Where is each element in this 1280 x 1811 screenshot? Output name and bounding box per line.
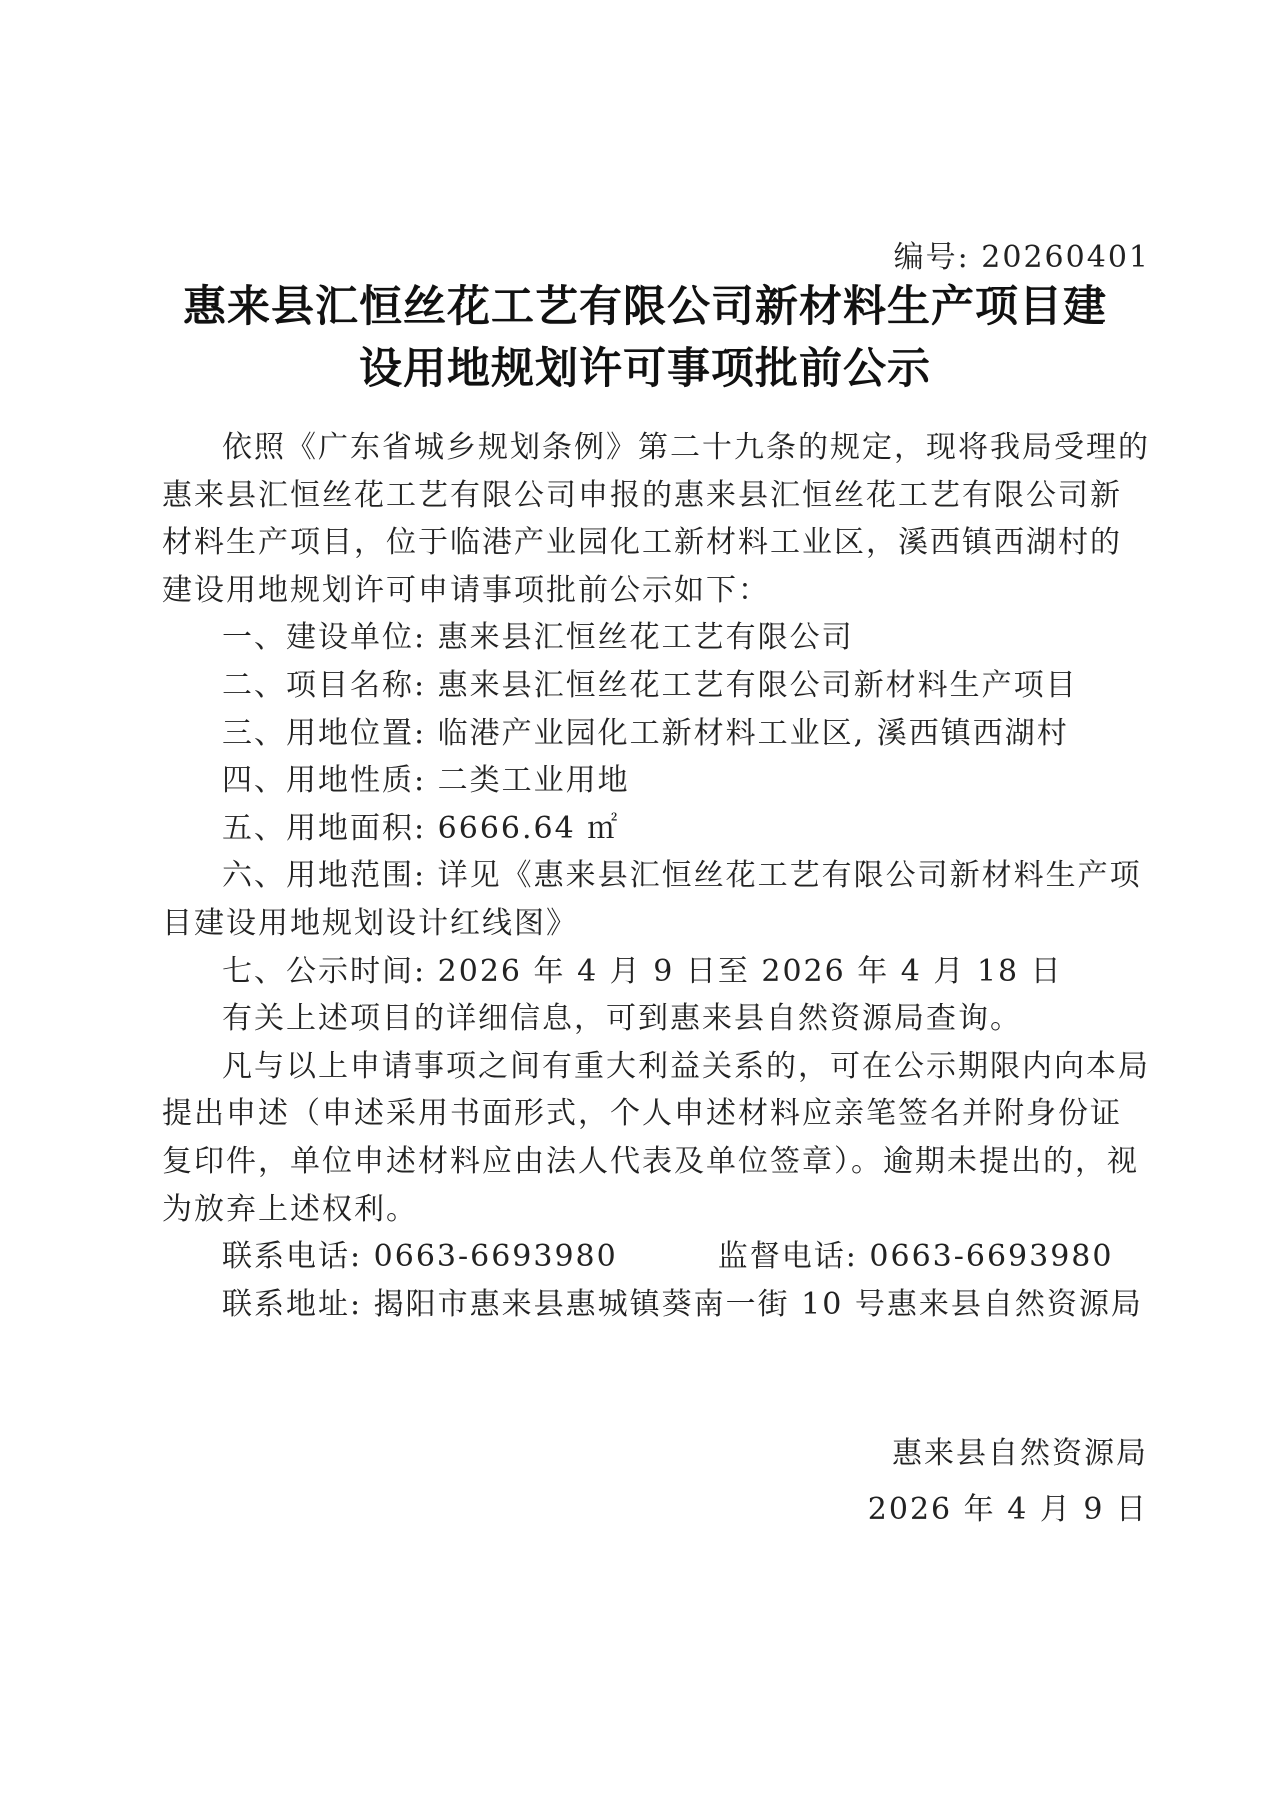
signature-date: 2026 年 4 月 9 日	[867, 1492, 1148, 1527]
item-land-scope: 六、用地范围: 详见《惠来县汇恒丝花工艺有限公司新材料生产项目建设用地规划设计红线图》	[162, 858, 1142, 941]
item-land-location: 三、用地位置: 临港产业园化工新材料工业区, 溪西镇西湖村	[222, 715, 1069, 751]
notice-body	[162, 424, 1152, 1328]
document-number: 编号: 20260401	[893, 240, 1150, 275]
item-land-nature: 四、用地性质: 二类工业用地	[222, 763, 630, 799]
intro-paragraph: 依照《广东省城乡规划条例》第二十九条的规定，现将我局受理的惠来县汇恒丝花工艺有限公司申报的惠来县汇恒丝花工艺有限公司新材料生产项目，位于临港产业园化工新材料工业区，溪西镇西湖村的建设用地规划许可申请事项批前公示如下：	[162, 430, 1150, 608]
contact-address: 联系地址: 揭阳市惠来县惠城镇葵南一街 10 号惠来县自然资源局	[222, 1286, 1143, 1322]
info-paragraph: 有关上述项目的详细信息，可到惠来县自然资源局查询。	[222, 1001, 1022, 1037]
item-construction-unit: 一、建设单位: 惠来县汇恒丝花工艺有限公司	[222, 620, 854, 656]
item-publicity-period: 七、公示时间: 2026 年 4 月 9 日至 2026 年 4 月 18 日	[222, 953, 1063, 989]
document-title	[150, 276, 1140, 400]
supervise-phone: 监督电话: 0663-6693980	[717, 1239, 1114, 1275]
phone-row	[162, 1233, 1152, 1281]
objection-paragraph: 凡与以上申请事项之间有重大利益关系的，可在公示期限内向本局提出申述（申述采用书面形式，个人申述材料应亲笔签名并附身份证复印件，单位申述材料应由法人代表及单位签章）。逾期未提出的，视为放弃上述权利。	[162, 1048, 1150, 1227]
title-line-2: 设用地规划许可事项批前公示	[359, 344, 931, 394]
item-project-name: 二、项目名称: 惠来县汇恒丝花工艺有限公司新材料生产项目	[222, 667, 1078, 703]
contact-phone: 联系电话: 0663-6693980	[222, 1239, 618, 1275]
item-land-area: 五、用地面积: 6666.64 ㎡	[222, 810, 620, 846]
signature-organization: 惠来县自然资源局	[892, 1436, 1148, 1471]
title-line-1: 惠来县汇恒丝花工艺有限公司新材料生产项目建	[183, 282, 1107, 332]
